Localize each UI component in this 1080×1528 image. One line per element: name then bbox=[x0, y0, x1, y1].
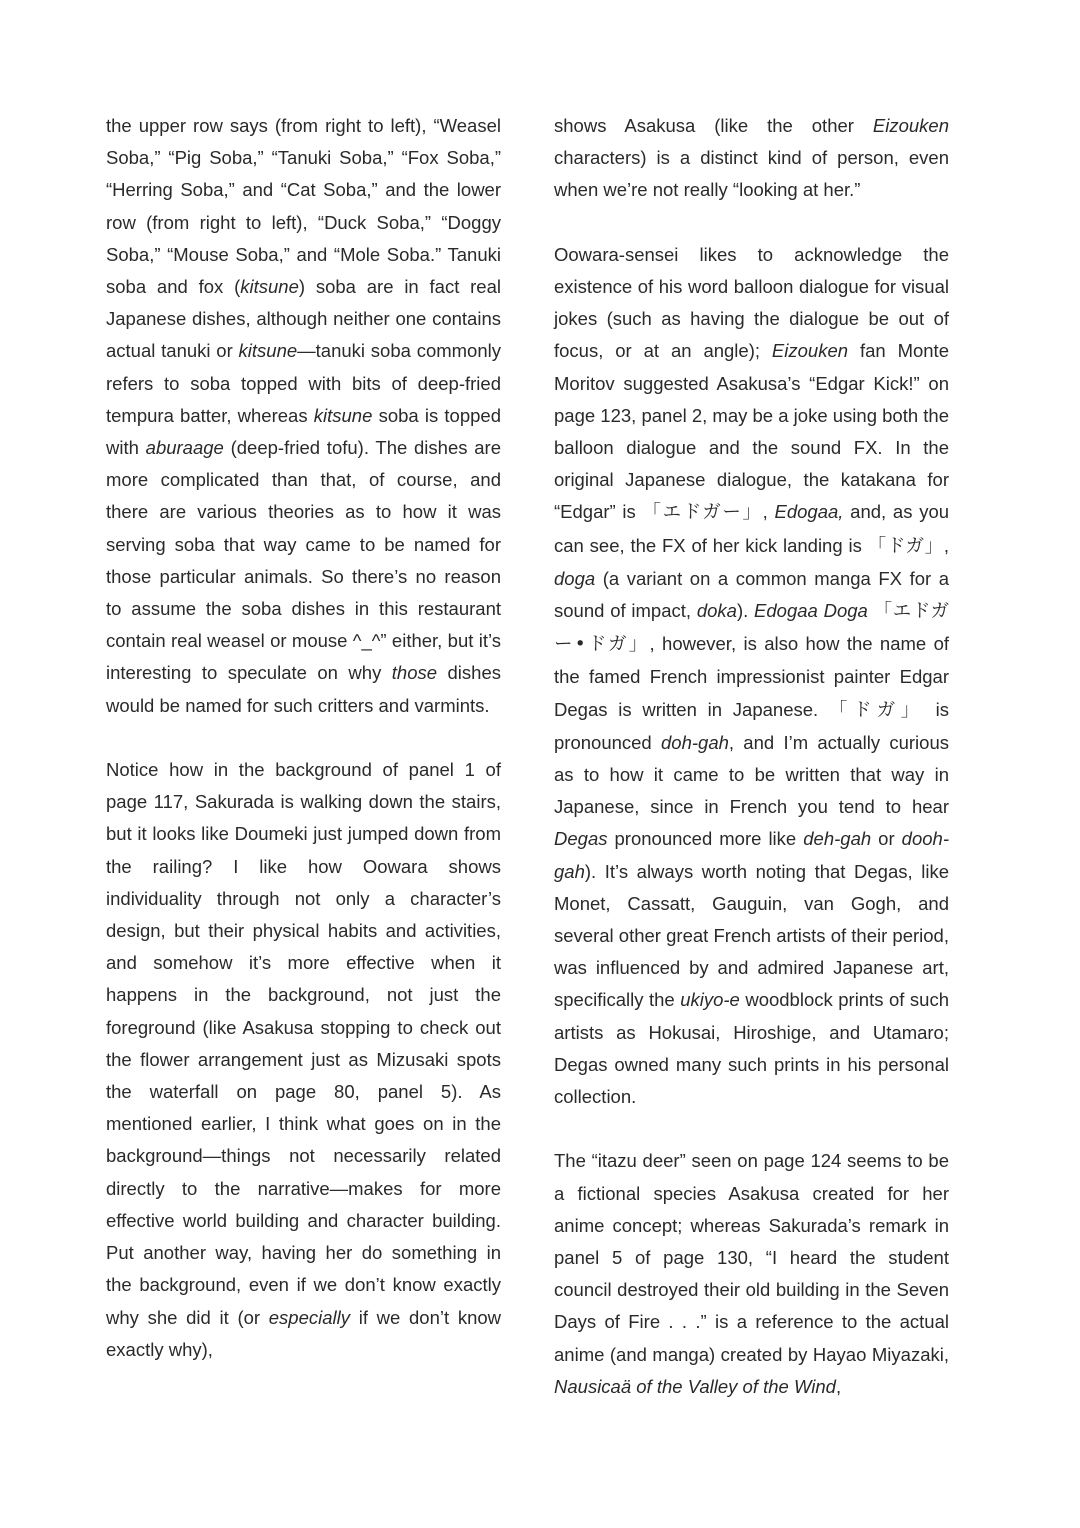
text-run: pronounced more like bbox=[607, 828, 804, 850]
italic-text-run: kitsune bbox=[313, 404, 373, 426]
italic-text-run: doka bbox=[696, 600, 737, 622]
japanese-text-run: 「エドガー•ドガ」 bbox=[554, 601, 949, 656]
right-column bbox=[554, 110, 949, 1403]
text-run: —tanuki soba commonly refers to soba topped with bits of deep-fried tempura batter, whereas bbox=[106, 340, 501, 426]
text-run: ) soba are in fact real Japanese dishes, although neither one contains actual tanuki or bbox=[106, 276, 501, 362]
italic-text-run: kitsune bbox=[240, 276, 299, 298]
text-run: ). bbox=[736, 600, 755, 622]
italic-text-run: Degas bbox=[554, 828, 608, 850]
text-run: Notice how in the background of panel 1 of page 117, Sakurada is walking down the stairs, but it looks like Doumeki just jumped down from the railing? I like how Oowara shows individuality through not only a character’s design, but their physical habits and activities, and somehow it’s more effective when it happens in the background, not just the foreground (like Asakusa stopping to check out the flower arrangement just as Mizusaki spots the waterfall on page 80, panel 5). As mentioned earlier, I think what goes on in the background—things not necessarily related directly to the narrative—makes for more effective world building and character building. Put another way, having her do something in the background, even if we don’t know exactly why she did it (or bbox=[106, 759, 501, 1328]
italic-text-run: Eizouken bbox=[872, 115, 949, 136]
text-run: fan Monte Moritov suggested Asakusa’s “Edgar Kick!” on page 123, panel 2, may be a joke using both the balloon dialogue and the sound FX. In the original Japanese dialogue, the katakana for “Edgar” is bbox=[554, 340, 949, 523]
italic-text-run: Eizouken bbox=[771, 340, 849, 362]
text-run: , bbox=[835, 1375, 842, 1397]
paragraph bbox=[554, 1145, 949, 1403]
paragraph bbox=[554, 239, 949, 1113]
japanese-text-run: 「ドガ」 bbox=[867, 535, 944, 557]
text-run: shows Asakusa (like the other bbox=[554, 115, 873, 136]
italic-text-run: doh-gah bbox=[661, 731, 729, 753]
paragraph bbox=[106, 110, 501, 722]
paragraph bbox=[554, 110, 949, 207]
italic-text-run: dooh-gah bbox=[554, 828, 949, 882]
text-run: ). It’s always worth noting that Degas, like Monet, Cassatt, Gauguin, van Gogh, and several other great French artists of their period, was influenced by and admired Japanese art, specifically the bbox=[554, 860, 949, 1011]
text-run: the upper row says (from right to left), “Weasel Soba,” “Pig Soba,” “Tanuki Soba,” “Fox Soba,” “Herring Soba,” and “Cat Soba,” and the lower row (from right to left), “Duck Soba,” “Doggy Soba,” “Mouse Soba,” and “Mole Soba.” Tanuki soba and fox ( bbox=[106, 115, 501, 298]
text-run: , however, is also how the name of the famed French impressionist painter Edgar Degas is written in Japanese. bbox=[554, 633, 949, 720]
japanese-text-run: 「エドガー」 bbox=[642, 502, 763, 524]
text-run: , bbox=[943, 534, 949, 556]
text-run: if we don’t know exactly why), bbox=[106, 1306, 502, 1360]
japanese-text-run: 「ドガ」 bbox=[828, 699, 925, 721]
text-run: soba is topped with bbox=[106, 404, 501, 459]
text-run: characters) is a distinct kind of person, even when we’re not really “looking at her.” bbox=[554, 147, 949, 201]
italic-text-run: Edogaa Doga bbox=[754, 600, 868, 622]
text-run: woodblock prints of such artists as Hokusai, Hiroshige, and Utamaro; Degas owned many such prints in his personal collection. bbox=[554, 989, 950, 1108]
italic-text-run: Nausicaä of the Valley of the Wind bbox=[554, 1375, 836, 1397]
italic-text-run: deh-gah bbox=[803, 828, 872, 850]
text-run: (a variant on a common manga FX for a sound of impact, bbox=[554, 567, 949, 622]
text-run: , and I’m actually curious as to how it came to be written that way in Japanese, since in French you tend to hear bbox=[554, 731, 949, 818]
text-run: dishes would be named for such critters and varmints. bbox=[106, 662, 501, 716]
italic-text-run: those bbox=[391, 662, 438, 684]
italic-text-run: ukiyo-e bbox=[680, 989, 740, 1011]
text-run: The “itazu deer” seen on page 124 seems to be a fictional species Asakusa created for her anime concept; whereas Sakurada’s remark in panel 5 of page 130, “I heard the student council destroyed their old building in the Seven Days of Fire . . .” is a reference to the actual anime (and manga) created by Hayao Miyazaki, bbox=[554, 1150, 949, 1365]
text-run: , bbox=[762, 501, 775, 523]
italic-text-run: Edogaa, bbox=[774, 501, 844, 523]
italic-text-run: doga bbox=[554, 567, 596, 589]
italic-text-run: aburaage bbox=[145, 437, 224, 459]
text-run: is pronounced bbox=[554, 698, 949, 753]
italic-text-run: kitsune bbox=[238, 340, 298, 362]
text-run: and, as you can see, the FX of her kick landing is bbox=[554, 501, 950, 556]
italic-text-run: especially bbox=[268, 1306, 351, 1328]
text-run: or bbox=[871, 828, 902, 850]
left-column bbox=[106, 110, 501, 1366]
paragraph bbox=[106, 754, 501, 1366]
text-run: (deep-fried tofu). The dishes are more complicated than that, of course, and there are various theories as to how it was serving soba that way came to be named for those particular animals. So there’s no reason to assume the soba dishes in this restaurant contain real weasel or mouse ^_^” either, but it’s interesting to speculate on why bbox=[106, 437, 501, 684]
text-run: Oowara-sensei likes to acknowledge the existence of his word balloon dialogue for visual jokes (such as having the dialogue be out of focus, or at an angle); bbox=[554, 243, 949, 362]
